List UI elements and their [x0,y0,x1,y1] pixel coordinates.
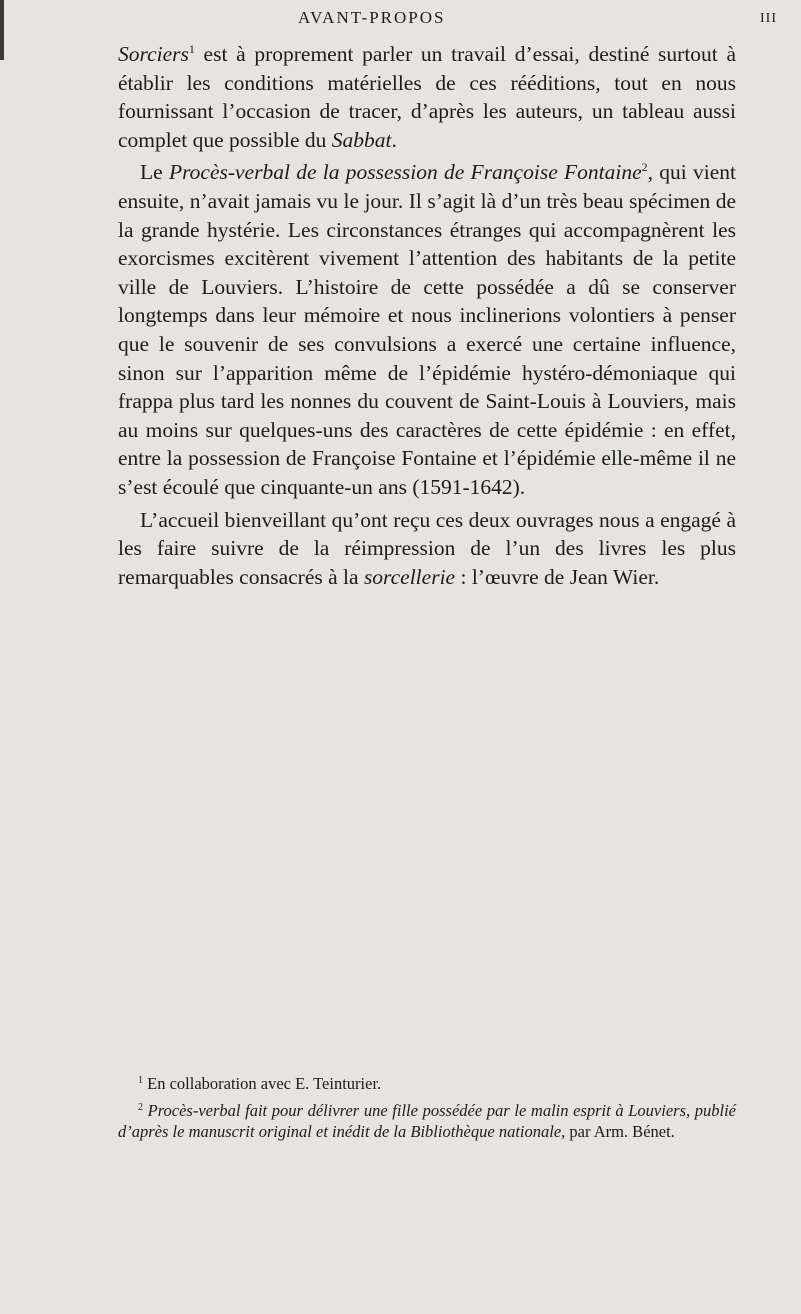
paragraph-2-lead: Le [140,160,169,185]
paragraph-1 [118,40,736,154]
paragraph-1-end: . [391,127,397,152]
footnote-1-number: 1 [138,1075,143,1086]
footnote-ref-2: 2 [641,160,648,175]
footnotes [118,1073,736,1148]
footnote-2-number: 2 [138,1102,143,1113]
body-text [118,40,736,591]
footnote-ref-1: 1 [188,42,195,56]
paragraph-2 [118,158,736,501]
page-header [0,8,801,32]
footnote-1-text: En collaboration avec E. Teinturier. [143,1074,382,1093]
running-head: AVANT-PROPOS [298,8,446,27]
paragraph-1-text: est à proprement parler un travail d’essai, destiné surtout à établir les conditions matérielles de ces rééditions, tout en nous fournissant l’occasion de tracer, d’après les auteurs, un tableau aussi complet que possible du [118,42,736,152]
paragraph-3-text: L’accueil bienveillant qu’ont reçu ces deux ouvrages nous a engagé à les faire suivre de la réimpression de l’un des livres les plus remarquables consacrés à la [118,507,736,589]
footnote-2 [118,1100,736,1142]
term-sorcellerie: sorcellerie [363,564,456,589]
footnote-1 [118,1073,736,1094]
title-proces-verbal: Procès-verbal de la possession de Françoise Fontaine [168,160,642,185]
footnote-2-title: Procès-verbal fait pour délivrer une fille possédée par le malin esprit à Louviers, publié d’après le manuscrit original et inédit de la Bibliothèque nationale, [118,1101,736,1141]
page-number: III [760,11,777,26]
title-sorciers: Sorciers [118,42,189,66]
paragraph-3-end: : l’œuvre de Jean Wier. [455,564,660,589]
paragraph-2-text: , qui vient ensuite, n’avait jamais vu le jour. Il s’agit là d’un très beau spécimen de la grande hystérie. Les circonstances étranges qui accompagnèrent les exorcismes excitèrent vivement l’attention des habitants de la petite ville de Louviers. L’histoire de cette possédée a dû se conserver longtemps dans leur mémoire et nous inclinerions volontiers à penser que le souvenir de ses convulsions a exercé une certaine influence, sinon sur l’apparition même de l’épidémie hystéro-démoniaque qui frappa plus tard les nonnes du couvent de Saint-Louis à Louviers, mais au moins sur quelques-uns des caractères de cette épidémie : en effet, entre la possession de Françoise Fontaine et l’épidémie elle-même il ne s’est écoulé que cinquante-un ans (1591-1642). [118,160,736,499]
term-sabbat: Sabbat [331,127,392,152]
paragraph-3 [118,506,736,592]
footnote-2-text: par Arm. Bénet. [565,1122,675,1141]
